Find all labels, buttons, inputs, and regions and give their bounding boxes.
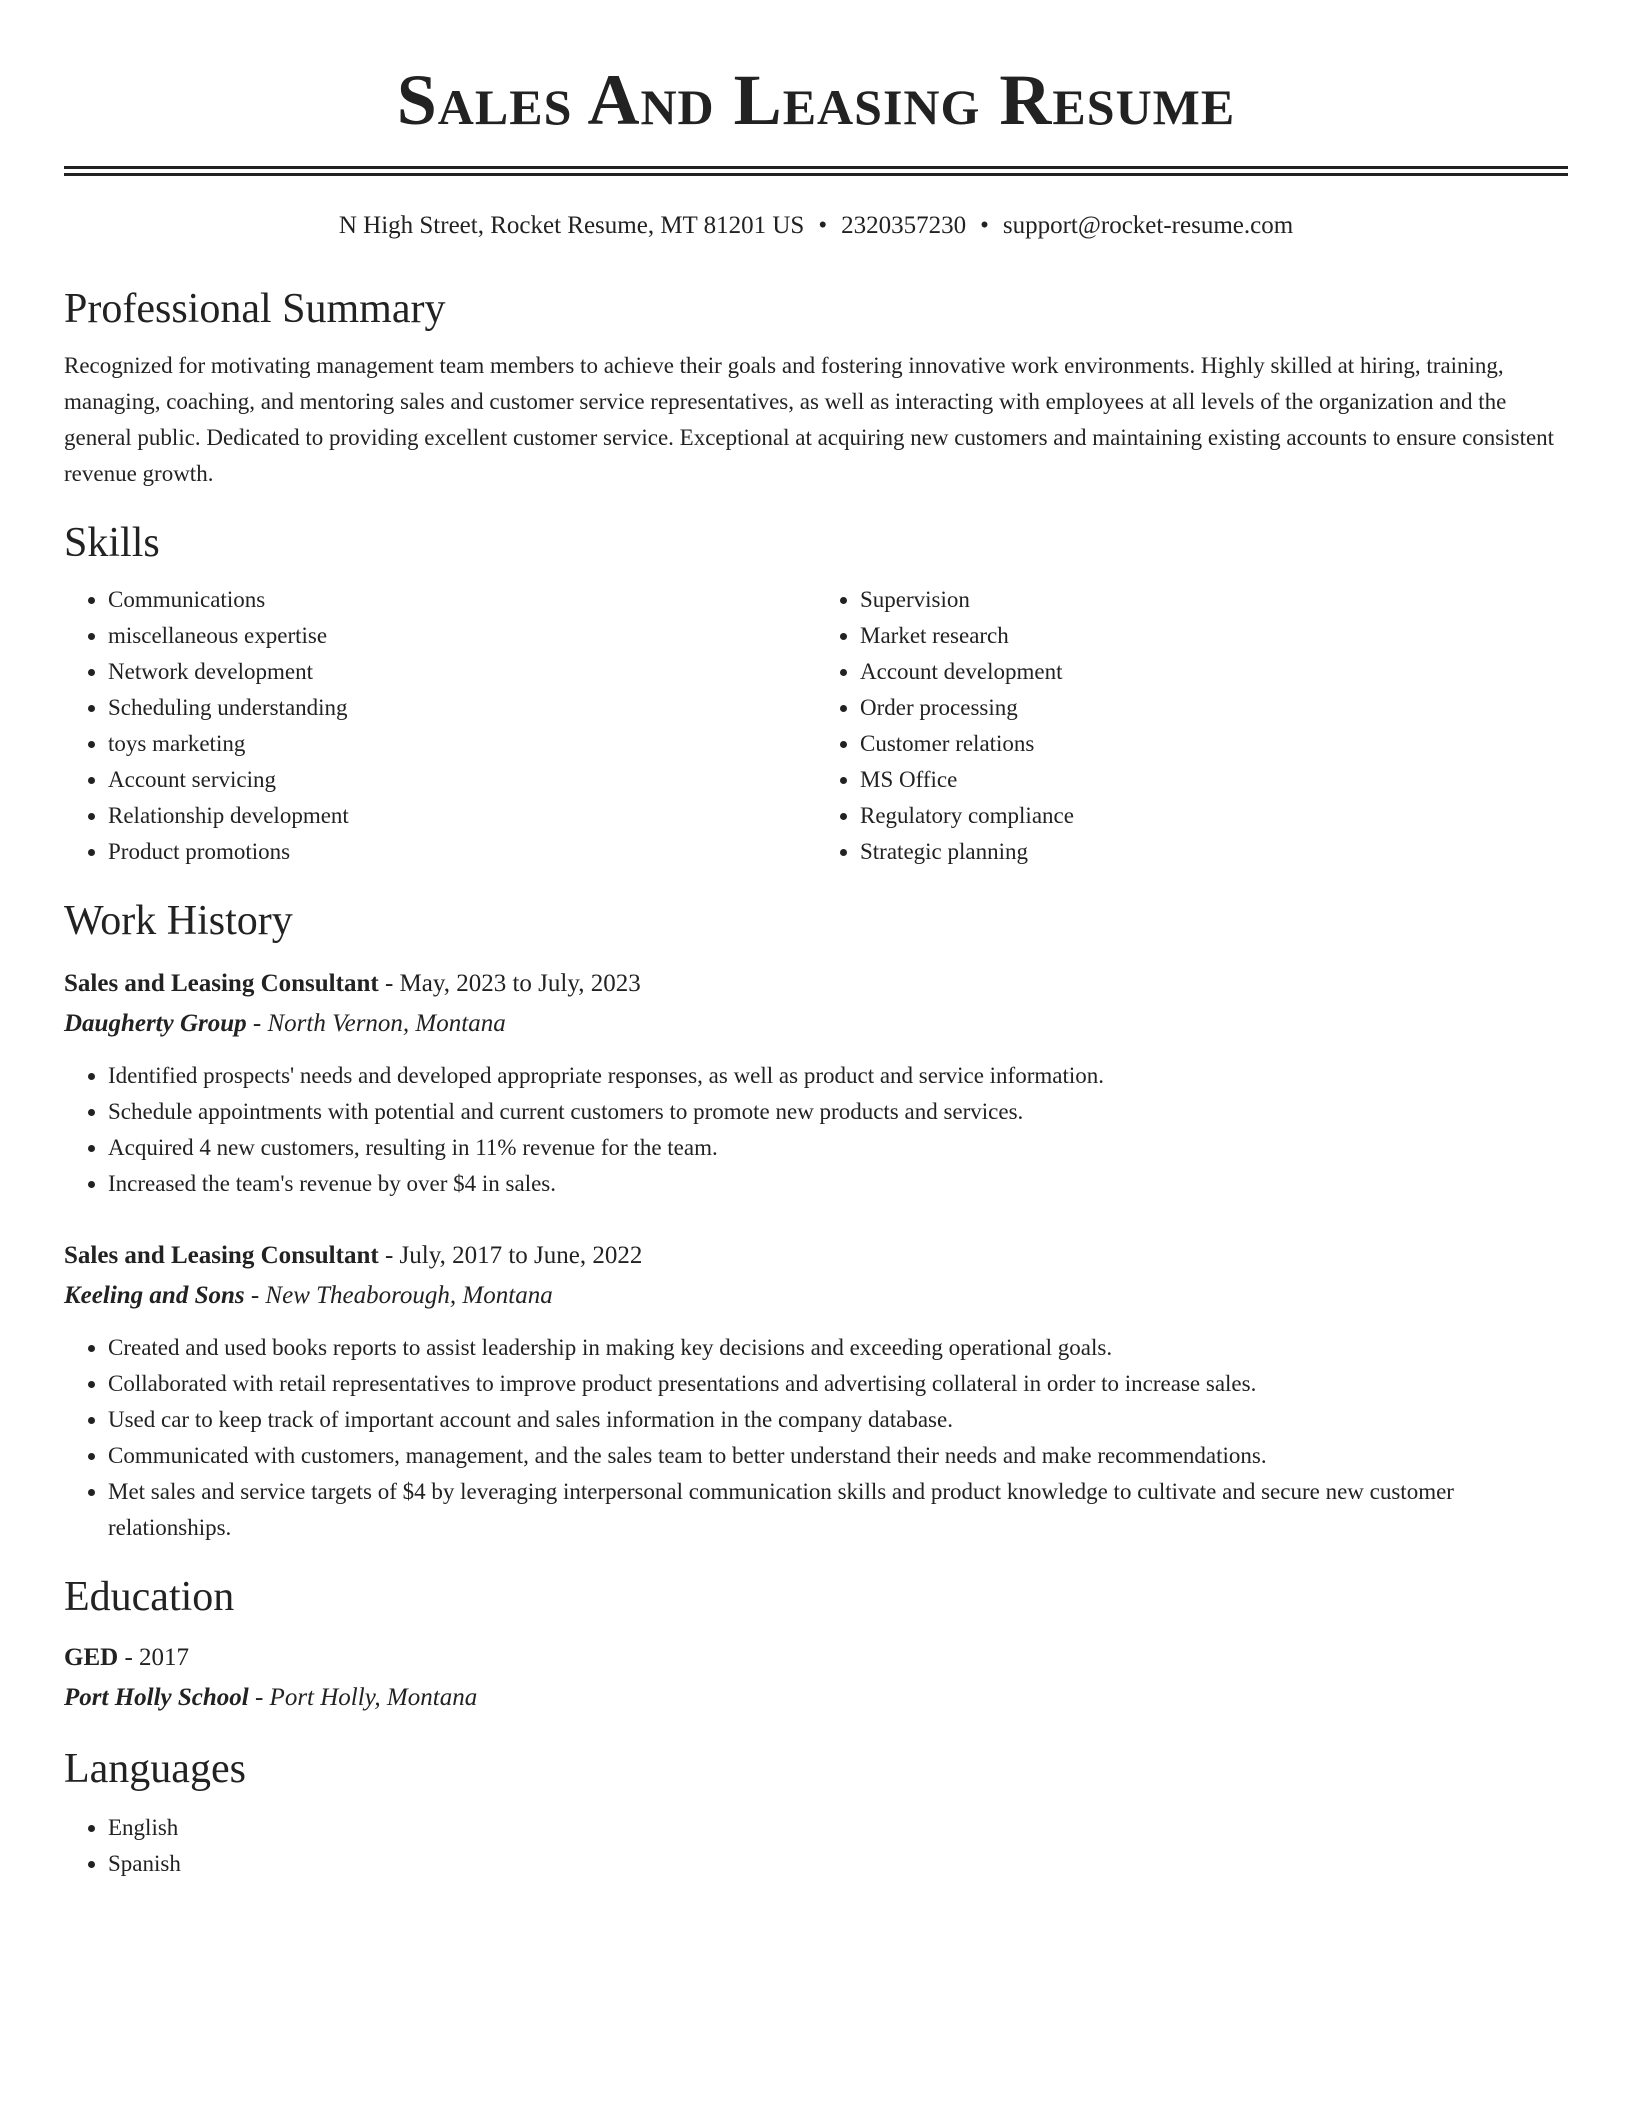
skill-item: • Account development — [860, 654, 1568, 690]
job-company: Daugherty Group — [64, 1010, 247, 1037]
section-title-skills: Skills — [64, 520, 160, 566]
contact-address: N High Street, Rocket Resume, MT 81201 US — [338, 212, 805, 239]
skill-item: • toys marketing — [108, 726, 816, 762]
education-school: Port Holly School — [64, 1684, 249, 1711]
skill-item: • Order processing — [860, 690, 1568, 726]
job-employer — [64, 1276, 1568, 1316]
education-degree: GED — [64, 1644, 119, 1671]
job-bullet: • Increased the team's revenue by over $4 in sales. — [108, 1166, 1568, 1202]
job-bullet: • Met sales and service targets of $4 by leveraging interpersonal communication skills and product knowledge to cultivate and secure new customer relationships. — [108, 1474, 1568, 1546]
section-title-languages: Languages — [64, 1746, 246, 1792]
section-title-summary: Professional Summary — [64, 286, 446, 332]
job-entry — [64, 1236, 1568, 1546]
job-heading — [64, 964, 1568, 1004]
section-title-work-history: Work History — [64, 898, 293, 944]
skills-list-right — [816, 582, 1568, 870]
job-bullet: • Schedule appointments with potential and current customers to promote new products and services. — [108, 1094, 1568, 1130]
summary-text: Recognized for motivating management team members to achieve their goals and fostering innovative work environments. Highly skilled at hiring, training, managing, coaching, and mentoring sales and customer service representatives, as well as interacting with employees at all levels of the organization and the general public. Dedicated to providing excellent customer service. Exceptional at acquiring new customers and maintaining existing accounts to ensure consistent revenue growth. — [64, 353, 1555, 486]
job-role: Sales and Leasing Consultant — [64, 1242, 379, 1269]
education-heading — [64, 1638, 1568, 1678]
section-title-education: Education — [64, 1574, 235, 1620]
contact-separator: • — [980, 212, 989, 239]
skill-item: • Strategic planning — [860, 834, 1568, 870]
education-location: - Port Holly, Montana — [248, 1684, 478, 1711]
skill-item: • Market research — [860, 618, 1568, 654]
language-item: • English — [108, 1810, 1568, 1846]
job-bullet: • Created and used books reports to assist leadership in making key decisions and exceeding operational goals. — [108, 1330, 1568, 1366]
job-bullet: • Communicated with customers, management, and the sales team to better understand their needs and make recommendations. — [108, 1438, 1568, 1474]
skill-item: • Customer relations — [860, 726, 1568, 762]
job-bullet: • Acquired 4 new customers, resulting in 11% revenue for the team. — [108, 1130, 1568, 1166]
contact-separator: • — [818, 212, 828, 239]
contact-line — [64, 210, 1568, 242]
skill-item: • Supervision — [860, 582, 1568, 618]
contact-phone: 2320357230 — [841, 212, 967, 239]
job-dates: - July, 2017 to June, 2022 — [378, 1242, 643, 1269]
skill-item: • Regulatory compliance — [860, 798, 1568, 834]
skill-item: • MS Office — [860, 762, 1568, 798]
job-entry — [64, 964, 1568, 1202]
skills-list-left — [64, 582, 816, 870]
job-location: - New Theaborough, Montana — [244, 1282, 553, 1309]
skill-item: • Communications — [108, 582, 816, 618]
skill-item: • Scheduling understanding — [108, 690, 816, 726]
job-heading — [64, 1236, 1568, 1276]
job-role: Sales and Leasing Consultant — [64, 970, 379, 997]
language-item: • Spanish — [108, 1846, 1568, 1882]
resume-title: Sales And Leasing Resume — [396, 60, 1236, 140]
job-bullets — [64, 1330, 1568, 1546]
skill-item: • Product promotions — [108, 834, 816, 870]
job-bullets — [64, 1058, 1568, 1202]
skill-item: • Network development — [108, 654, 816, 690]
education-entry — [64, 1638, 1568, 1718]
skills-columns — [64, 582, 1568, 870]
job-bullet: • Used car to keep track of important account and sales information in the company database. — [108, 1402, 1568, 1438]
education-year: - 2017 — [118, 1644, 190, 1671]
skill-item: • Relationship development — [108, 798, 816, 834]
job-bullet: • Collaborated with retail representatives to improve product presentations and advertising collateral in order to increase sales. — [108, 1366, 1568, 1402]
contact-email: support@rocket-resume.com — [1002, 212, 1294, 239]
job-company: Keeling and Sons — [64, 1282, 245, 1309]
job-bullet: • Identified prospects' needs and developed appropriate responses, as well as product and service information. — [108, 1058, 1568, 1094]
education-institution — [64, 1678, 1568, 1718]
title-double-rule — [64, 166, 1568, 176]
skill-item: • miscellaneous expertise — [108, 618, 816, 654]
job-dates: - May, 2023 to July, 2023 — [378, 970, 641, 997]
job-location: - North Vernon, Montana — [246, 1010, 506, 1037]
job-employer — [64, 1004, 1568, 1044]
languages-list — [64, 1810, 1568, 1882]
skill-item: • Account servicing — [108, 762, 816, 798]
